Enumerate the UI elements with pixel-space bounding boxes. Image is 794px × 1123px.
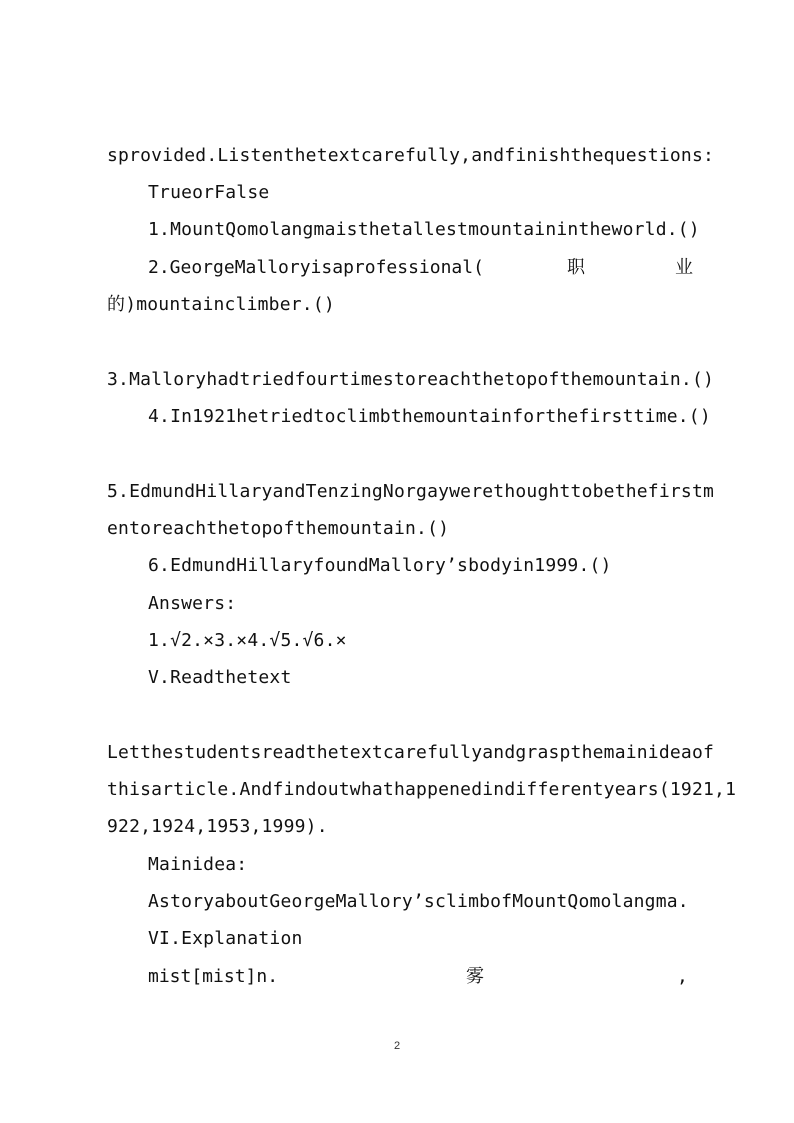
section-v-heading: V.Readthetext (148, 667, 292, 688)
question-2-part-a: 2.GeorgeMalloryisaprofessional( (148, 257, 484, 278)
vocab-mist: mist[mist]n. (148, 966, 279, 987)
reading-instruction-1: Letthestudentsreadthetextcarefullyandgraspthemainideaof (107, 742, 715, 763)
vocab-mist-comma: , (677, 966, 688, 987)
question-1: 1.MountQomolangmaisthetallestmountainintheworld.() (148, 219, 700, 240)
main-idea-label: Mainidea: (148, 854, 248, 875)
question-2-cjk-2: 业 (675, 257, 693, 278)
question-3: 3.Malloryhadtriedfourtimestoreachthetopofthemountain.() (107, 369, 715, 390)
question-2-part-b: 的)mountainclimber.() (107, 294, 335, 315)
reading-instruction-2: thisarticle.Andfindoutwhathappenedindifferentyears(1921,1 (107, 779, 737, 800)
vocab-mist-cjk: 雾 (466, 966, 484, 987)
question-5-part-b: entoreachthetopofthemountain.() (107, 518, 450, 539)
question-4: 4.In1921hetriedtoclimbthemountainforthefirsttime.() (148, 406, 711, 427)
text-line-1: sprovided.Listenthetextcarefully,andfinishthequestions: (107, 145, 715, 166)
answers-heading: Answers: (148, 593, 237, 614)
question-5-part-a: 5.EdmundHillaryandTenzingNorgaywerethoughttobethefirstm (107, 481, 715, 502)
main-idea-text: AstoryaboutGeorgeMallory’sclimbofMountQomolangma. (148, 891, 689, 912)
answers-list: 1.√2.×3.×4.√5.√6.× (148, 630, 347, 651)
question-6: 6.EdmundHillaryfoundMallory’sbodyin1999.() (148, 555, 612, 576)
section-vi-heading: VI.Explanation (148, 928, 303, 949)
reading-instruction-3: 922,1924,1953,1999). (107, 816, 328, 837)
question-2-cjk-1: 职 (567, 257, 585, 278)
text-line-true-or-false: TrueorFalse (148, 182, 270, 203)
page-number: 2 (393, 1040, 401, 1052)
